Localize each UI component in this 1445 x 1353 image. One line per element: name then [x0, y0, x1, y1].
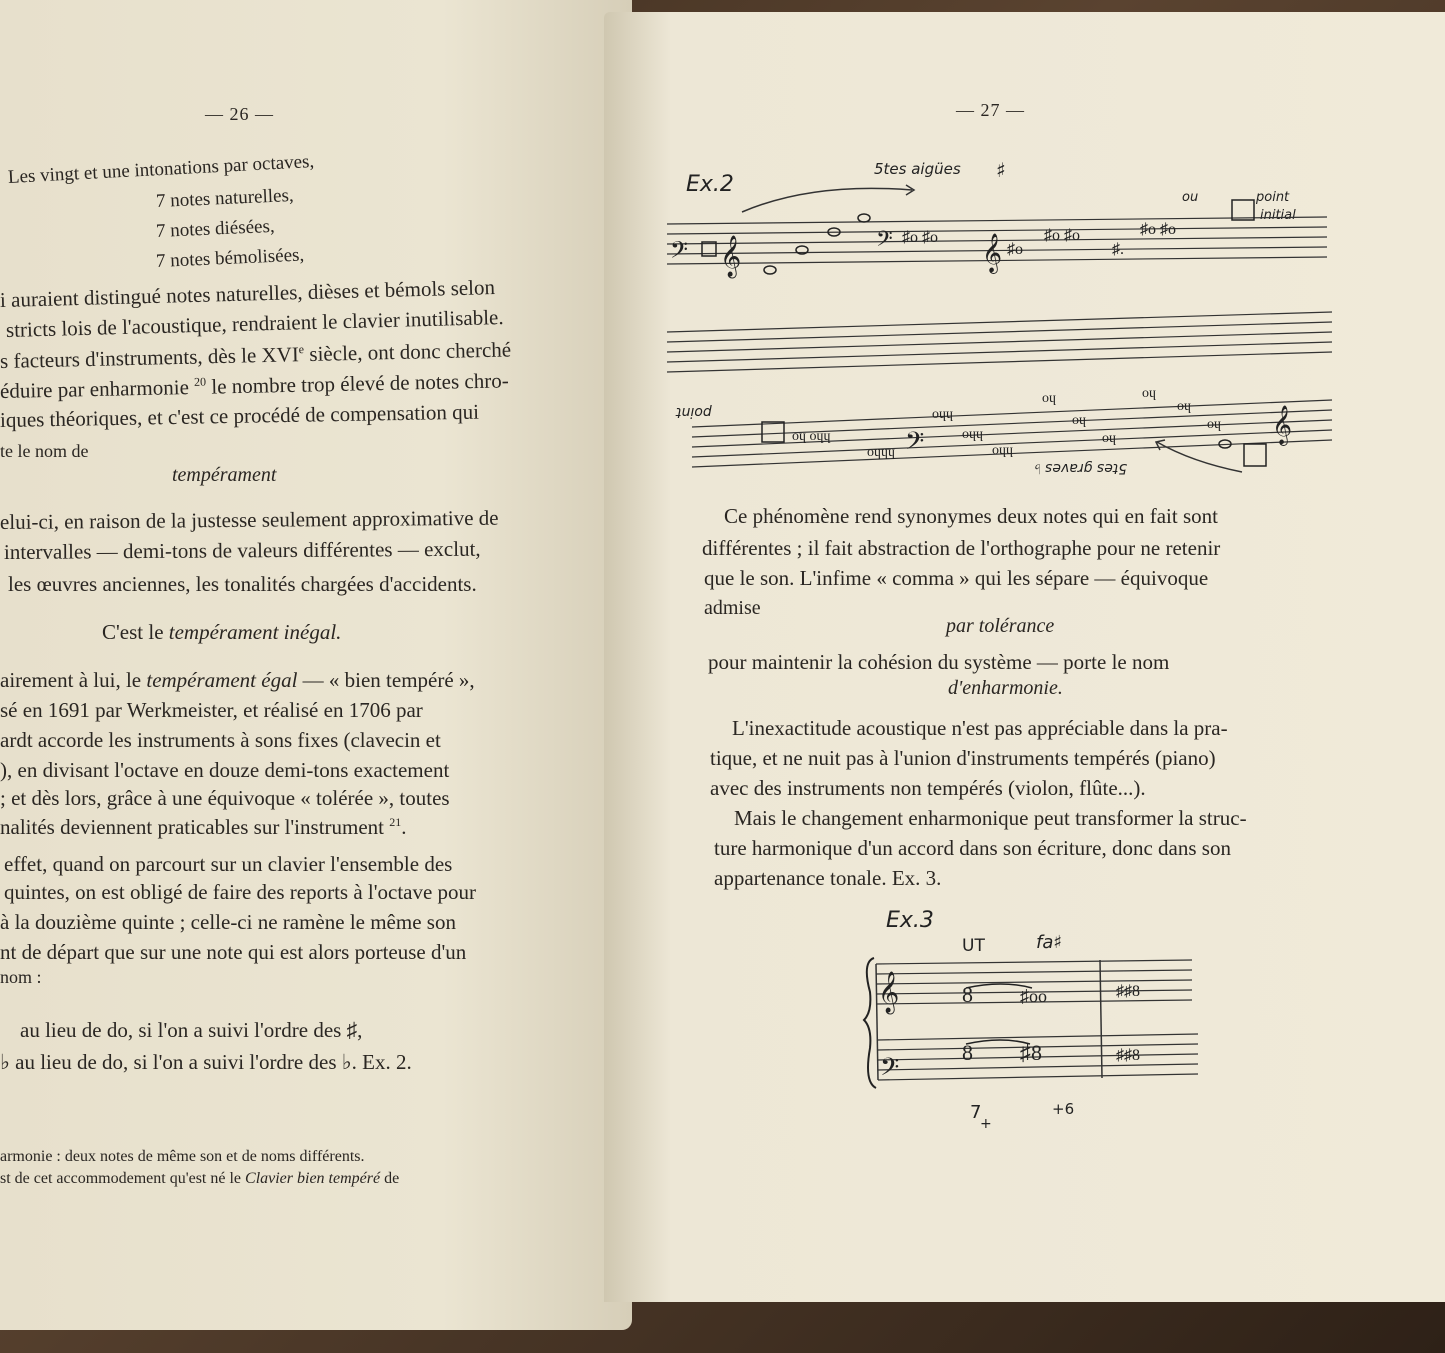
text-line: d'enharmonie.: [948, 677, 1063, 699]
svg-text:♯o ♯o: ♯o ♯o: [1140, 221, 1176, 238]
text-line: intervalles — demi-tons de valeurs différentes — exclut,: [3, 536, 481, 564]
svg-text:𝄞: 𝄞: [720, 236, 742, 276]
ex3-label: Ex.3: [886, 908, 934, 933]
ex2-point-initial-1: point: [1256, 190, 1290, 205]
svg-text:𝄞: 𝄞: [878, 972, 900, 1012]
right-page: [604, 12, 1445, 1302]
text-line: ; et dès lors, grâce à une équivoque « tolérée », toutes: [0, 786, 450, 810]
text-line: admise: [704, 597, 761, 619]
text-line: quintes, on est obligé de faire des reports à l'octave pour: [4, 880, 477, 904]
ex3-figure-7: 7: [970, 1102, 982, 1123]
text-line: C'est le tempérament inégal.: [102, 620, 342, 644]
text-line: Ce phénomène rend synonymes deux notes qui en fait sont: [724, 504, 1218, 528]
svg-text:oɥ oɥɥ: oɥ oɥɥ: [792, 429, 831, 444]
text-line: différentes ; il fait abstraction de l'orthographe pour ne retenir: [702, 536, 1221, 560]
svg-text:𝄞: 𝄞: [982, 235, 1003, 272]
svg-text:oɥ: oɥ: [1142, 386, 1156, 401]
text-line: iques théoriques, et c'est ce procédé de compensation qui: [0, 399, 480, 432]
svg-text:𝄢: 𝄢: [905, 428, 925, 461]
svg-text:oɥ: oɥ: [1072, 413, 1086, 428]
ex2-sharp: ♯: [996, 158, 1006, 182]
text-line: 7 notes diésées,: [155, 215, 276, 242]
footnote: st de cet accommodement qu'est né le Clavier bien tempéré de: [0, 1170, 400, 1187]
svg-text:𝄢: 𝄢: [670, 238, 689, 269]
svg-text:♯♯8: ♯♯8: [1116, 983, 1140, 1000]
svg-text:𝄞: 𝄞: [1272, 407, 1293, 444]
svg-text:♯♯8: ♯♯8: [1116, 1047, 1140, 1064]
ex2-fifths-low: 5tes graves ♭: [1034, 460, 1128, 476]
text-line: airement à lui, le tempérament égal — « bien tempéré »,: [0, 668, 475, 692]
svg-text:8: 8: [962, 982, 973, 1007]
ex3-figure-plus: +: [980, 1116, 992, 1132]
svg-text:𝄢: 𝄢: [880, 1054, 900, 1087]
text-line: 7 notes naturelles,: [155, 185, 295, 212]
svg-text:oɥɥ: oɥɥ: [932, 407, 953, 422]
text-line: nom :: [0, 967, 42, 987]
ex2-label: Ex.2: [686, 172, 734, 197]
text-line: ardt accorde les instruments à sons fixes (clavecin et: [0, 728, 441, 752]
page-number-right: — 27 —: [956, 100, 1025, 120]
ex3-ut: UT: [962, 936, 985, 956]
text-line: Les vingt et une intonations par octaves,: [7, 150, 315, 188]
svg-text:𝄢: 𝄢: [876, 227, 893, 256]
text-line: stricts lois de l'acoustique, rendraient le clavier inutilisable.: [5, 304, 504, 342]
svg-text:oɥ: oɥ: [1177, 399, 1191, 414]
text-line: tempérament: [172, 464, 277, 486]
page-number-left: — 26 —: [205, 104, 274, 124]
svg-text:oɥ: oɥ: [1102, 431, 1116, 446]
svg-text:oɥ: oɥ: [1042, 391, 1056, 406]
text-line: Mais le changement enharmonique peut transformer la struc-: [734, 806, 1247, 830]
text-line: nt de départ que sur une note qui est alors porteuse d'un: [0, 940, 467, 964]
ex3-music-notation: [862, 952, 1222, 1102]
svg-text:oɥɥ: oɥɥ: [962, 427, 983, 442]
ex2-point-initial-inverted: point: [676, 404, 712, 420]
text-line: te le nom de: [0, 441, 89, 461]
text-line: éduire par enharmonie $^{20}$ le nombre trop élevé de notes chro-: [0, 368, 509, 403]
text-line: s facteurs d'instruments, dès le XVIe siècle, ont donc cherché: [0, 337, 512, 373]
text-line: 7 notes bémolisées,: [155, 244, 305, 272]
text-line: ), en divisant l'octave en douze demi-tons exactement: [0, 758, 450, 782]
ex2-point-initial-2: initial: [1260, 208, 1296, 223]
text-line: elui-ci, en raison de la justesse seulement approximative de: [0, 505, 499, 534]
text-line: par tolérance: [946, 615, 1055, 637]
svg-text:♯o ♯o: ♯o ♯o: [1044, 227, 1080, 244]
text-line: appartenance tonale. Ex. 3.: [714, 866, 942, 890]
ex3-fa-sharp: fa♯: [1036, 932, 1063, 953]
text-line: effet, quand on parcourt sur un clavier l'ensemble des: [4, 852, 453, 876]
ex3-figure-6: +6: [1052, 1100, 1075, 1118]
svg-text:♯o: ♯o: [1007, 241, 1023, 258]
text-line: au lieu de do, si l'on a suivi l'ordre des ♯,: [20, 1018, 363, 1042]
svg-text:♯8: ♯8: [1020, 1040, 1042, 1065]
text-line: avec des instruments non tempérés (violon, flûte...).: [710, 776, 1146, 800]
svg-text:8: 8: [962, 1040, 973, 1065]
text-line: sé en 1691 par Werkmeister, et réalisé en 1706 par: [0, 698, 423, 722]
ex2-music-notation: [662, 172, 1342, 482]
text-line: i auraient distingué notes naturelles, dièses et bémols selon: [0, 275, 496, 312]
svg-text:oɥɥ: oɥɥ: [992, 443, 1013, 458]
text-line: les œuvres anciennes, les tonalités chargées d'accidents.: [8, 572, 477, 596]
text-line: pour maintenir la cohésion du système — porte le nom: [708, 650, 1170, 674]
footnote: armonie : deux notes de même son et de noms différents.: [0, 1148, 365, 1165]
svg-text:♯o ♯o: ♯o ♯o: [902, 229, 938, 246]
text-line: tique, et ne nuit pas à l'union d'instruments tempérés (piano): [710, 746, 1216, 770]
text-line: ♭ au lieu de do, si l'on a suivi l'ordre des ♭. Ex. 2.: [0, 1050, 412, 1074]
text-line: ture harmonique d'un accord dans son écriture, donc dans son: [714, 836, 1231, 860]
svg-text:oɥ: oɥ: [1207, 417, 1221, 432]
text-line: que le son. L'infime « comma » qui les sépare — équivoque: [704, 566, 1209, 590]
svg-text:oɥɥɥ: oɥɥɥ: [867, 445, 895, 460]
svg-text:♯oo: ♯oo: [1020, 986, 1047, 1006]
text-line: à la douzième quinte ; celle-ci ne ramène le même son: [0, 910, 456, 934]
text-line: nalités deviennent praticables sur l'instrument $^{21}$.: [0, 815, 407, 839]
ex2-fifths-high: 5tes aigües: [874, 160, 961, 178]
text-line: L'inexactitude acoustique n'est pas appréciable dans la pra-: [732, 716, 1228, 740]
ex2-ou: ou: [1182, 190, 1199, 205]
svg-text:♯.: ♯.: [1112, 241, 1124, 258]
left-page: [0, 0, 632, 1330]
